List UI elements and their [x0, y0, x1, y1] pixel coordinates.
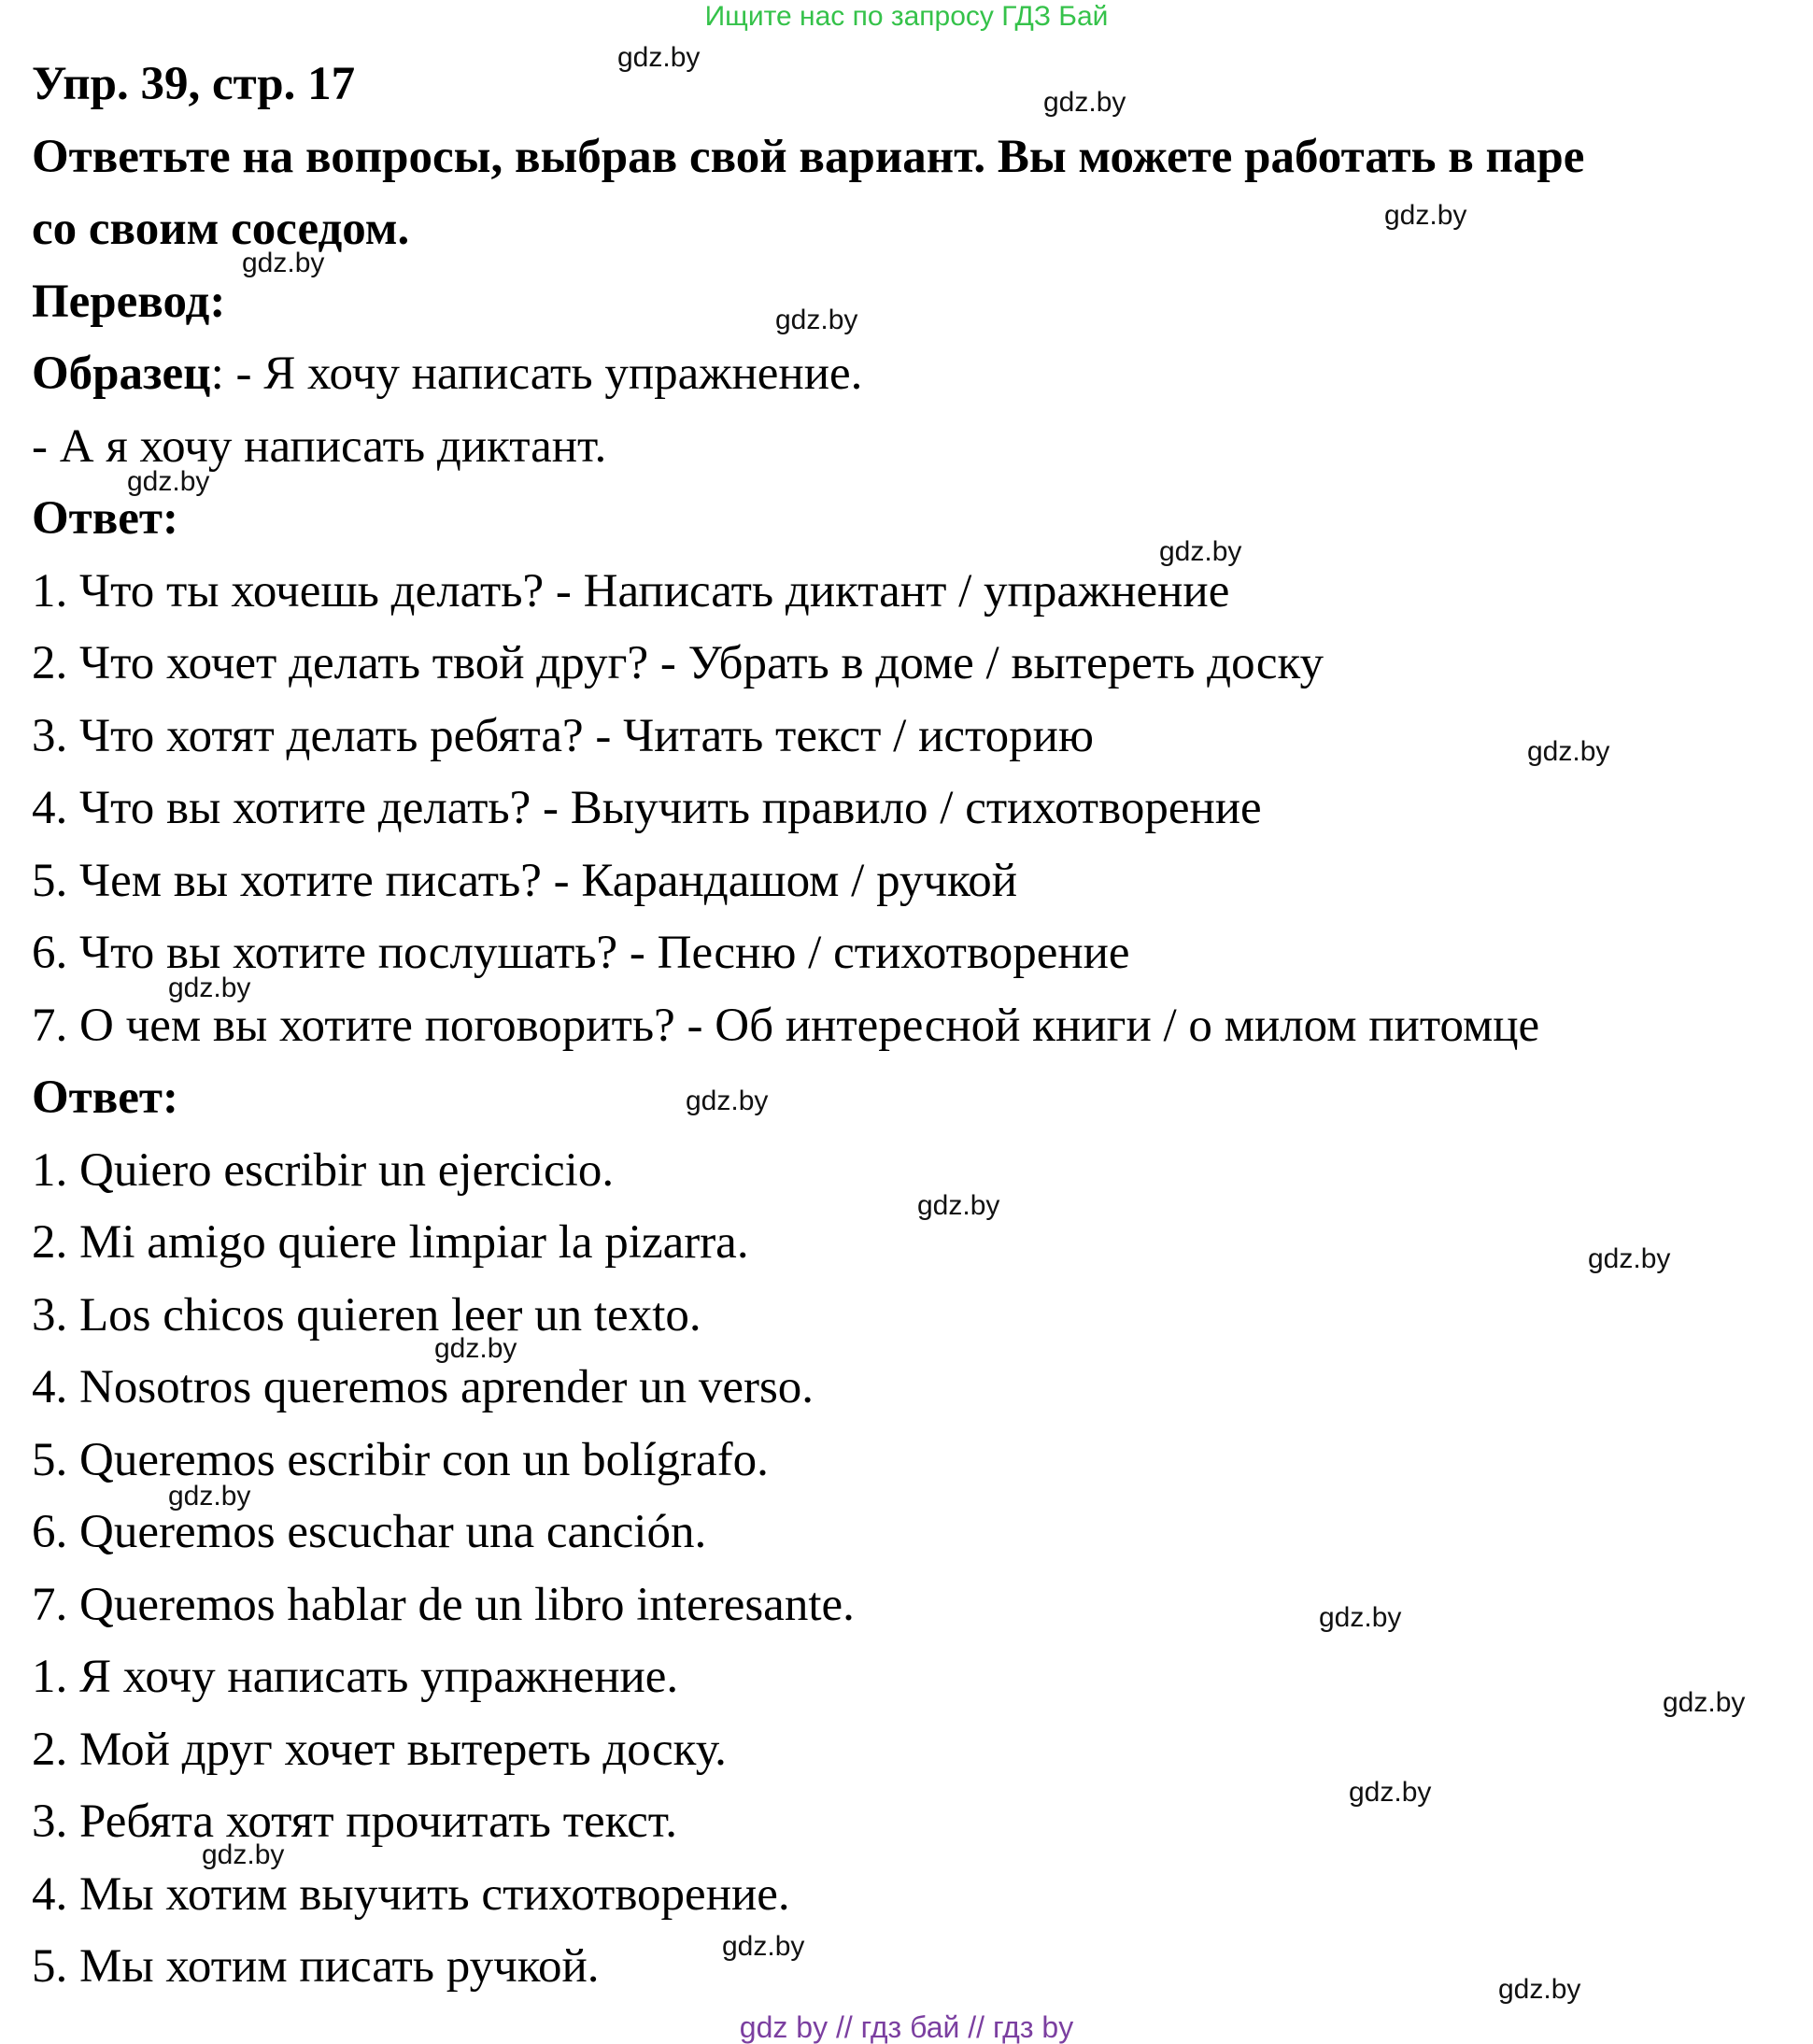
- spanish-answer-line: 7. Queremos hablar de un libro interesante.: [32, 1578, 855, 1631]
- sample-text: : - Я хочу написать упражнение.: [210, 348, 863, 400]
- watermark: gdz.by: [202, 1839, 285, 1870]
- spanish-answer-line: 3. Los chicos quieren leer un texto.: [32, 1288, 701, 1341]
- watermark: gdz.by: [1319, 1602, 1402, 1633]
- question-line: 2. Что хочет делать твой друг? - Убрать в доме / вытереть доску: [32, 637, 1324, 689]
- watermark: gdz.by: [127, 466, 210, 497]
- question-line: 1. Что ты хочешь делать? - Написать диктант / упражнение: [32, 564, 1230, 617]
- spanish-answer-line: 2. Mi amigo quiere limpiar la pizarra.: [32, 1216, 749, 1269]
- watermark: gdz.by: [1663, 1687, 1746, 1718]
- watermark: gdz.by: [168, 1481, 251, 1512]
- watermark: gdz.by: [722, 1931, 805, 1962]
- sample-line-2: - А я хочу написать диктант.: [32, 419, 607, 473]
- watermark: gdz.by: [1159, 536, 1242, 567]
- answer-heading-1: Ответ:: [32, 492, 178, 545]
- sample-label: Образец: [32, 348, 211, 400]
- spanish-answer-line: 5. Queremos escribir con un bolígrafo.: [32, 1433, 769, 1486]
- russian-answer-line: 4. Мы хотим выучить стихотворение.: [32, 1867, 790, 1921]
- translation-heading: Перевод:: [32, 275, 226, 328]
- document-body: [32, 49, 1797, 2004]
- russian-answer-line: 3. Ребята хотят прочитать текст.: [32, 1796, 677, 1848]
- watermark: gdz.by: [775, 305, 858, 335]
- watermark: gdz.by: [168, 972, 251, 1003]
- question-line: 4. Что вы хотите делать? - Выучить правило / стихотворение: [32, 782, 1262, 834]
- exercise-title: Упр. 39, стр. 17: [32, 58, 356, 110]
- spanish-answer-line: 4. Nosotros queremos aprender un verso.: [32, 1361, 814, 1413]
- watermark: gdz.by: [1043, 87, 1126, 118]
- spanish-answer-line: 6. Queremos escuchar una canción.: [32, 1506, 707, 1558]
- question-line: 7. О чем вы хотите поговорить? - Об интересной книги / о милом питомце: [32, 999, 1540, 1052]
- watermark: gdz.by: [1498, 1974, 1581, 2005]
- watermark: gdz.by: [1588, 1243, 1671, 1274]
- russian-answer-line: 1. Я хочу написать упражнение.: [32, 1651, 679, 1703]
- watermark: gdz.by: [1384, 200, 1467, 231]
- spanish-answer-line: 1. Quiero escribir un ejercicio.: [32, 1143, 615, 1197]
- footer-links[interactable]: gdz by // гдз бай // гдз by: [739, 2010, 1074, 2044]
- task-line-2: со своим соседом.: [32, 203, 410, 255]
- search-banner[interactable]: Ищите нас по запросу ГДЗ Бай: [704, 1, 1109, 32]
- answer-heading-2: Ответ:: [32, 1072, 178, 1124]
- question-line: 6. Что вы хотите послушать? - Песню / стихотворение: [32, 927, 1130, 979]
- task-line-1: Ответьте на вопросы, выбрав свой вариант. Вы можете работать в паре: [32, 130, 1585, 183]
- watermark: gdz.by: [1349, 1777, 1432, 1808]
- watermark: gdz.by: [617, 42, 701, 73]
- russian-answer-line: 5. Мы хотим писать ручкой.: [32, 1940, 600, 1993]
- watermark: gdz.by: [1527, 736, 1610, 767]
- watermark: gdz.by: [242, 248, 325, 278]
- question-line: 3. Что хотят делать ребята? - Читать текст / историю: [32, 709, 1095, 762]
- question-line: 5. Чем вы хотите писать? - Карандашом / ручкой: [32, 854, 1018, 907]
- watermark: gdz.by: [686, 1086, 769, 1116]
- russian-answer-line: 2. Мой друг хочет вытереть доску.: [32, 1723, 727, 1776]
- watermark: gdz.by: [434, 1333, 517, 1364]
- watermark: gdz.by: [917, 1190, 1000, 1221]
- sample-line-1: [32, 338, 1797, 411]
